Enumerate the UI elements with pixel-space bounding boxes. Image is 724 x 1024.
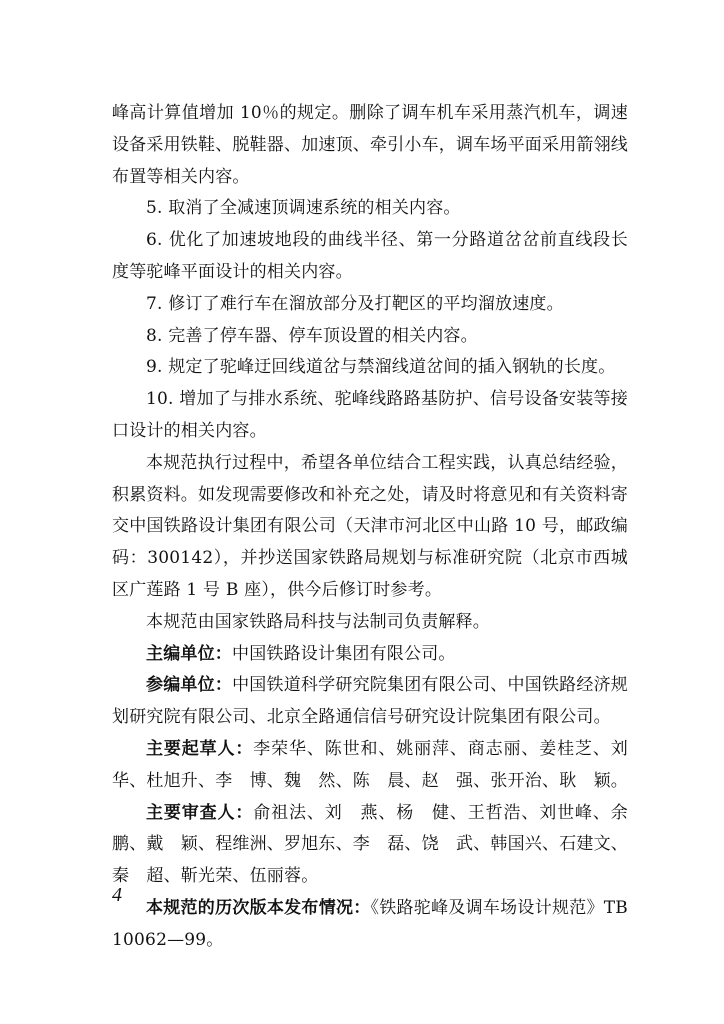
paragraph-item-8: 8. 完善了停车器、停车顶设置的相关内容。 bbox=[146, 325, 478, 346]
body-text bbox=[112, 98, 646, 957]
paragraph-interpretation: 本规范由国家铁路局科技与法制司负责解释。 bbox=[146, 611, 490, 632]
main-reviewers bbox=[112, 798, 646, 893]
paragraph-item-5: 5. 取消了全减速顶调速系统的相关内容。 bbox=[146, 198, 461, 219]
participating-label: 参编单位： bbox=[146, 675, 233, 696]
chief-editor-value: 中国铁路设计集团有限公司。 bbox=[232, 643, 456, 664]
main-drafters bbox=[112, 734, 646, 798]
participating-units bbox=[112, 670, 628, 734]
version-history bbox=[112, 893, 628, 957]
paragraph-1: 峰高计算值增加 10％的规定。删除了调车机车采用蒸汽机车，调速设备采用铁鞋、脱鞋器、加速顶、牵引小车，调车场平面采用箭翎线布置等相关内容。 bbox=[112, 103, 628, 187]
drafters-value: 李荣华、陈世和、姚丽萍、商志丽、姜桂芝、刘 华、杜旭升、李 博、魏 然、陈 晨、赵 强、张开治、耿 颖。 bbox=[112, 738, 646, 791]
paragraph-item-7: 7. 修订了难行车在溜放部分及打靶区的平均溜放速度。 bbox=[146, 293, 564, 314]
paragraph-item-6: 6. 优化了加速坡地段的曲线半径、第一分路道岔岔前直线段长度等驼峰平面设计的相关内容。 bbox=[112, 230, 628, 282]
page-number: 4 bbox=[112, 884, 122, 906]
paragraph-item-9: 9. 规定了驼峰迂回线道岔与禁溜线道岔间的插入钢轨的长度。 bbox=[146, 357, 616, 378]
paragraph-feedback: 本规范执行过程中，希望各单位结合工程实践，认真总结经验，积累资料。如发现需要修改和补充之处，请及时将意见和有关资料寄交中国铁路设计集团有限公司（天津市河北区中山路 10 号，邮政编码：300142），并抄送国家铁路局规划与标准研究院（北京市西城区广莲路 1 号 B 座），供今后修订时参考。 bbox=[112, 452, 628, 600]
chief-editor-label: 主编单位： bbox=[146, 643, 232, 664]
history-value: 《铁路驼峰及调车场设计规范》TB 10062—99。 bbox=[112, 897, 628, 950]
history-label: 本规范的历次版本发布情况： bbox=[146, 897, 371, 918]
drafters-label: 主要起草人： bbox=[146, 738, 254, 759]
participating-value: 中国铁道科学研究院集团有限公司、中国铁路经济规划研究院有限公司、北京全路通信信号研究设计院集团有限公司。 bbox=[112, 675, 628, 728]
chief-editor-unit bbox=[112, 639, 628, 671]
reviewers-label: 主要审查人： bbox=[146, 802, 254, 823]
reviewers-value: 俞祖法、刘 燕、杨 健、王哲浩、刘世峰、余 鹏、戴 颖、程维洲、罗旭东、李 磊、饶 武、韩国兴、石建文、秦 超、靳光荣、伍丽蓉。 bbox=[112, 802, 646, 887]
paragraph-item-10: 10. 增加了与排水系统、驼峰线路路基防护、信号设备安装等接口设计的相关内容。 bbox=[112, 389, 628, 441]
